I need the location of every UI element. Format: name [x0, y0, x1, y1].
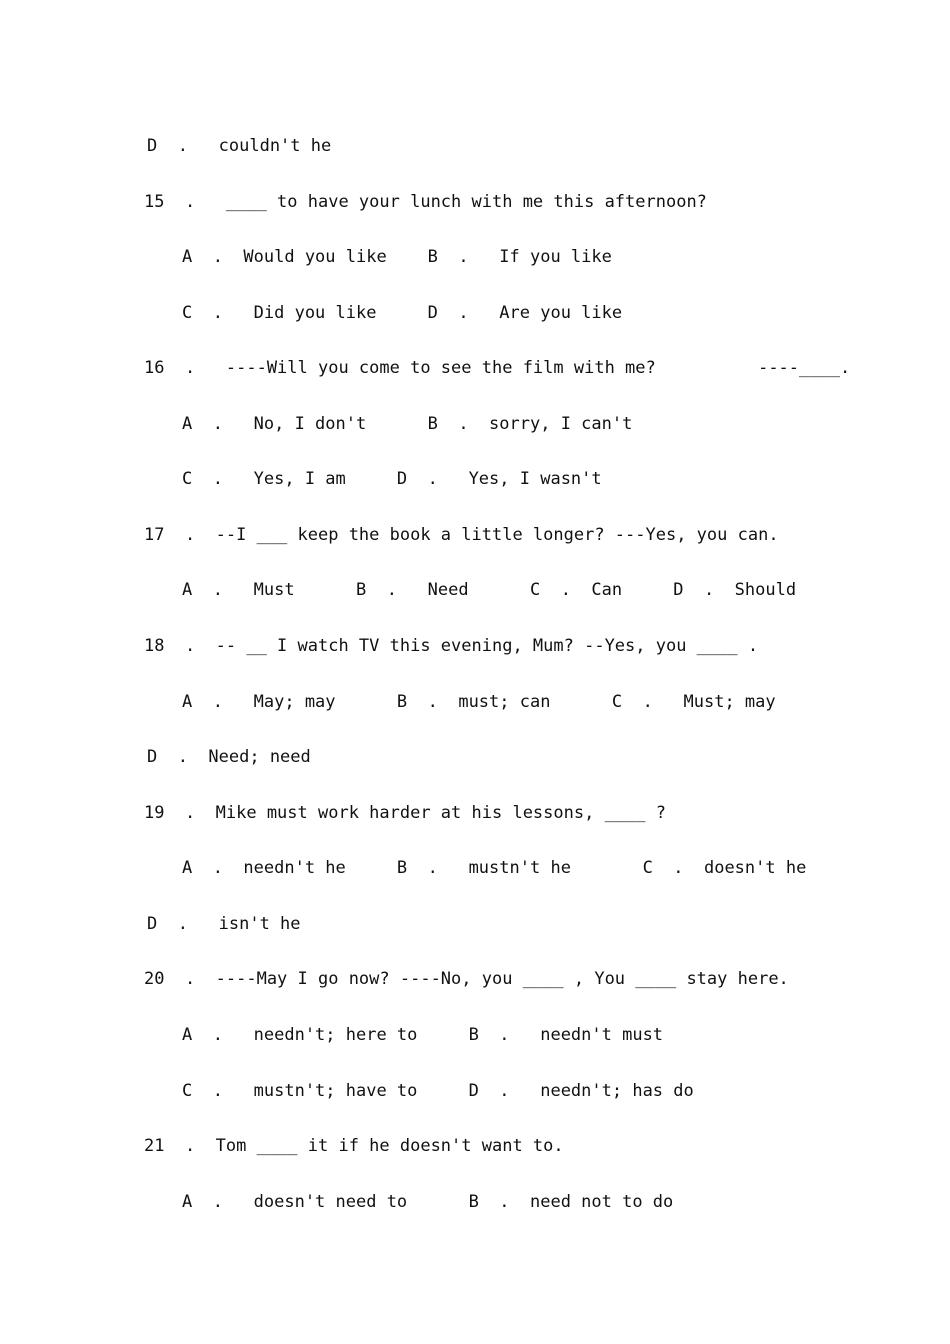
- option-line-14d: D . couldn't he: [147, 136, 332, 156]
- options-19-abc: A . needn't he B . mustn't he C . doesn't he: [182, 858, 807, 878]
- options-18-d: D . Need; need: [147, 747, 311, 767]
- options-18-abc: A . May; may B . must; can C . Must; may: [182, 692, 776, 712]
- question-16: 16 . ----Will you come to see the film with me? ----____.: [144, 358, 851, 378]
- question-17: 17 . --I ___ keep the book a little longer? ---Yes, you can.: [144, 525, 779, 545]
- question-15: 15 . ____ to have your lunch with me this afternoon?: [144, 192, 707, 212]
- options-16-ab: A . No, I don't B . sorry, I can't: [182, 414, 633, 434]
- options-19-d: D . isn't he: [147, 914, 301, 934]
- options-20-cd: C . mustn't; have to D . needn't; has do: [182, 1081, 694, 1101]
- options-15-cd: C . Did you like D . Are you like: [182, 303, 623, 323]
- options-17: A . Must B . Need C . Can D . Should: [182, 580, 797, 600]
- question-18: 18 . -- __ I watch TV this evening, Mum? --Yes, you ____ .: [144, 636, 759, 656]
- options-15-ab: A . Would you like B . If you like: [182, 247, 612, 267]
- question-21: 21 . Tom ____ it if he doesn't want to.: [144, 1136, 564, 1156]
- options-21-ab: A . doesn't need to B . need not to do: [182, 1192, 674, 1212]
- question-19: 19 . Mike must work harder at his lessons, ____ ?: [144, 803, 666, 823]
- question-20: 20 . ----May I go now? ----No, you ____ , You ____ stay here.: [144, 969, 789, 989]
- options-16-cd: C . Yes, I am D . Yes, I wasn't: [182, 469, 602, 489]
- options-20-ab: A . needn't; here to B . needn't must: [182, 1025, 664, 1045]
